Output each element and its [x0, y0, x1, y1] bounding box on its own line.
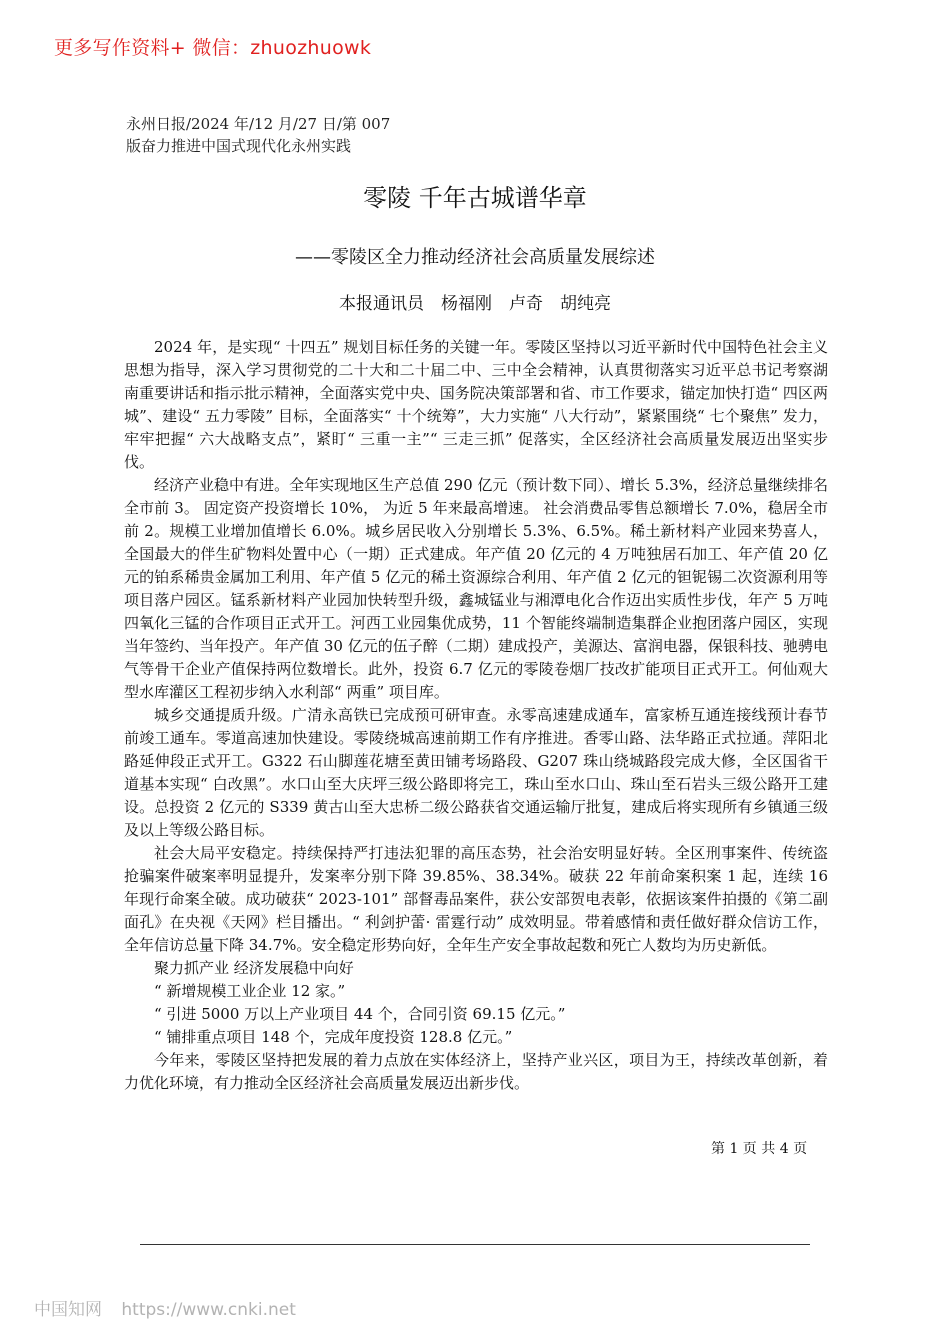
quote-line: “ 铺排重点项目 148 个，完成年度投资 128.8 亿元。” — [154, 1028, 513, 1046]
section-heading: 聚力抓产业 经济发展稳中向好 — [154, 959, 354, 977]
article-title: 零陵 千年古城谱华章 — [363, 184, 587, 212]
watermark-url: https://www.cnki.net — [121, 1300, 296, 1320]
cnki-watermark — [34, 1295, 310, 1320]
source-line: 永州日报/2024 年/12 月/27 日/第 007 — [126, 115, 391, 133]
paragraph-transport: 城乡交通提质升级。广清永高铁已完成预可研审查。永零高速建成通车，富家桥互通连接线预计春节前竣工通车。零道高速加快建设。零陵绕城高速前期工作有序推进。香零山路、法华路正式拉通。萍阳北路延伸段正式开工。G322 石山脚莲花塘至黄田铺考场路段、G207 珠山绕城路段完成大修，全区国省干道基本实现“ 白改黑”。水口山至大庆坪三级公路即将完工，珠山至水口山、珠山至石岩头三级公路开工建设。总投资 2 亿元的 S339 黄古山至大忠桥二级公路获省交通运输厅批复，建成后将实现所有乡镇通三级及以上等级公路目标。 — [124, 706, 828, 839]
section-line: 版奋力推进中国式现代化永州实践 — [126, 137, 352, 155]
quote-line: “ 引进 5000 万以上产业项目 44 个，合同引资 69.15 亿元。” — [154, 1005, 566, 1023]
page-number: 第 1 页 共 4 页 — [711, 1141, 808, 1157]
source-meta — [126, 113, 390, 157]
article-subtitle: ——零陵区全力推动经济社会高质量发展综述 — [295, 247, 655, 268]
watermark-brand: 中国知网 — [34, 1300, 102, 1320]
article-byline: 本报通讯员 杨福刚 卢奇 胡纯亮 — [339, 294, 611, 314]
paragraph-economy: 经济产业稳中有进。全年实现地区生产总值 290 亿元（预计数下同）、增长 5.3%，经济总量继续排名全市前 3。 固定资产投资增长 10%， 为近 5 年来最高增速。 社会消费品零售总额增长 7.0%，稳居全市前 2。规模工业增加值增长 6.0%。城乡居民收入分别增长 5.3%、6.5%。稀土新材料产业园来势喜人，全国最大的伴生矿物料处置中心（一期）正式建成。年产值 20 亿元的 4 万吨独居石加工、年产值 20 亿元的铂系稀贵金属加工利用、年产值 5 亿元的稀土资源综合利用、年产值 2 亿元的钽铌锡二次资源利用等项目落户园区。锰系新材料产业园加快转型升级，鑫城锰业与湘潭电化合作迈出实质性步伐，年产 5 万吨四氧化三锰的合作项目正式开工。河西工业园集优成势，11 个智能终端制造集群企业抱团落户园区，实现当年签约、当年投产。年产值 30 亿元的伍子醉（二期）建成投产，美源达、富润电器，保银科技、驰骋电气等骨干企业产值保持两位数增长。此外，投资 6.7 亿元的零陵卷烟厂技改扩能项目正式开工。何仙观大型水库灌区工程初步纳入水利部“ 两重” 项目库。 — [124, 476, 828, 701]
paragraph-intro: 2024 年，是实现“ 十四五” 规划目标任务的关键一年。零陵区坚持以习近平新时代中国特色社会主义思想为指导，深入学习贯彻党的二十大和二十届二中、三中全会精神，认真贯彻落实习近平总书记考察湖南重要讲话和指示批示精神，全面落实党中央、国务院决策部署和省、市工作要求，锚定加快打造“ 四区两城”、建设“ 五力零陵” 目标，全面落实“ 十个统筹”，大力实施“ 八大行动”，紧紧围绕“ 七个聚焦” 发力，牢牢把握“ 六大战略支点”，紧盯“ 三重一主”“ 三走三抓” 促落实，全区经济社会高质量发展迈出坚实步伐。 — [124, 338, 828, 471]
article-body — [124, 336, 828, 1095]
paragraph-closing: 今年来，零陵区坚持把发展的着力点放在实体经济上，坚持产业兴区，项目为王，持续改革创新，着力优化环境，有力推动全区经济社会高质量发展迈出新步伐。 — [124, 1051, 828, 1092]
quote-line: “ 新增规模工业企业 12 家。” — [154, 982, 346, 1000]
footer-divider — [140, 1244, 810, 1245]
promo-banner: 更多写作资料+ 微信：zhuozhuowk — [54, 37, 372, 59]
paragraph-security: 社会大局平安稳定。持续保持严打违法犯罪的高压态势，社会治安明显好转。全区刑事案件、传统盗抢骗案件破案率明显提升，发案率分别下降 39.85%、38.34%。破获 22 年前命案积案 1 起，连续 16 年现行命案全破。成功破获“ 2023-101” 部督毒品案件，获公安部贺电表彰，依据该案件拍摄的《第二副面孔》在央视《天网》栏目播出。“ 利剑护蕾· 雷霆行动” 成效明显。带着感情和责任做好群众信访工作，全年信访总量下降 34.7%。安全稳定形势向好，全年生产安全事故起数和死亡人数均为历史新低。 — [124, 844, 828, 954]
